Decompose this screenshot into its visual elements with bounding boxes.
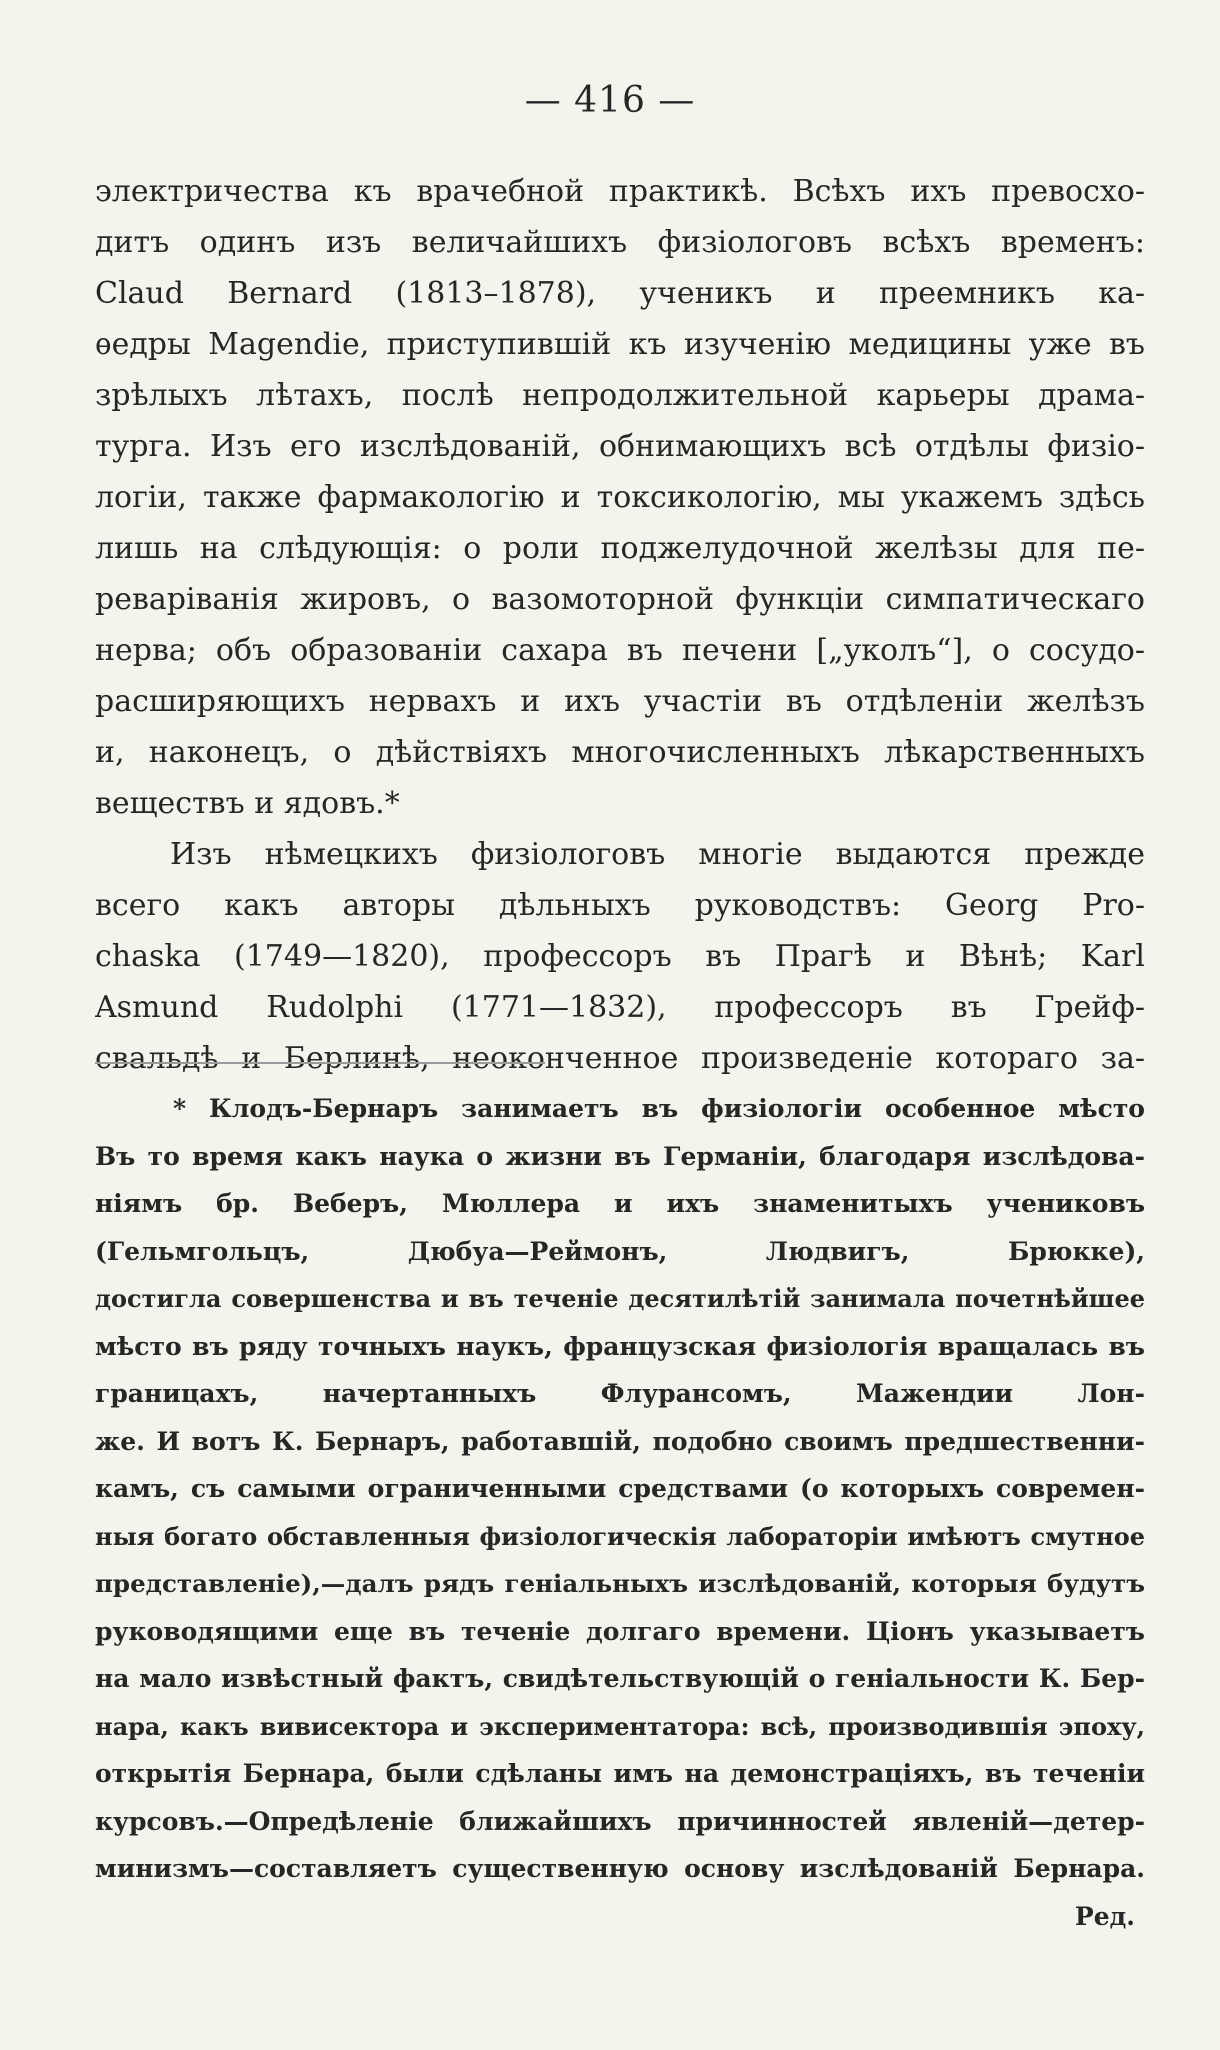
footnote-line: открытiя Бернара, были сдѣланы имъ на демонстрацiяхъ, въ теченiи: [95, 1759, 1145, 1788]
footnote-line: (Гельмгольцъ, Дюбуа—Реймонъ, Людвигъ, Брюкке),: [95, 1236, 1145, 1266]
footnote-line: нiямъ бр. Веберъ, Мюллера и ихъ знаменитыхъ учениковъ: [95, 1189, 1145, 1218]
text-line: Изъ нѣмецкихъ физiологовъ многiе выдаются прежде: [170, 837, 1145, 872]
text-line: зрѣлыхъ лѣтахъ, послѣ непродолжительной карьеры драма-: [95, 378, 1145, 413]
text-line: веществъ и ядовъ.*: [95, 786, 400, 821]
text-line: расширяющихъ нервахъ и ихъ участiи въ отдѣленiи желѣзъ: [95, 684, 1145, 719]
text-line: и, наконецъ, о дѣйствiяхъ многочисленныхъ лѣкарственныхъ: [95, 735, 1145, 770]
page-number: — 416 —: [524, 80, 696, 121]
text-line: дитъ одинъ изъ величайшихъ физiологовъ всѣхъ временъ:: [95, 225, 1145, 260]
text-line: всего какъ авторы дѣльныхъ руководствъ: Georg Pro-: [95, 888, 1145, 923]
footnote-line: руководящими еще въ теченiе долгаго времени. Цiонъ указываетъ: [95, 1616, 1145, 1646]
footnote-line: достигла совершенства и въ теченiе десятилѣтiй занимала почетнѣйшее: [95, 1284, 1145, 1313]
footnote-line: ныя богато обставленныя физiологическiя лабораторiи имѣютъ смутное: [95, 1521, 1145, 1551]
text-line: логiи, также фармакологiю и токсикологiю, мы укажемъ здѣсь: [95, 480, 1145, 515]
footnote-line: * Клодъ-Бернаръ занимаетъ въ физiологiи особенное мѣсто: [173, 1094, 1145, 1123]
footnote-line: нара, какъ вивисектора и экспериментатора: всѣ, производившiя эпоху,: [95, 1711, 1145, 1741]
text-line: электричества къ врачебной практикѣ. Всѣхъ ихъ превосхо-: [95, 174, 1145, 209]
footnote-signature: Ред.: [1074, 1901, 1135, 1931]
text-line: ѳедры Magendie, приступившiй къ изученiю медицины уже въ: [95, 327, 1145, 362]
text-line: лишь на слѣдующiя: о роли поджелудочной желѣзы для пе-: [95, 531, 1145, 566]
footnote-line: на мало извѣстный фактъ, свидѣтельствующiй о генiальности К. Бер-: [95, 1664, 1145, 1693]
text-line: реварiванiя жировъ, о вазомоторной функцiи симпатическаго: [95, 582, 1145, 617]
text-line: турга. Изъ его изслѣдованiй, обнимающихъ всѣ отдѣлы физiо-: [95, 429, 1145, 464]
footnote-line: мѣсто въ ряду точныхъ наукъ, французская физiологiя вращалась въ: [95, 1331, 1145, 1361]
text-line: chaska (1749—1820), профессоръ въ Прагѣ и Вѣнѣ; Karl: [95, 939, 1145, 974]
footnote-line: курсовъ.—Опредѣленiе ближайшихъ причинностей явленiй—детер-: [95, 1806, 1145, 1836]
text-line: свальдѣ и Берлинѣ, неоконченное произведенiе котораго за-: [95, 1041, 1145, 1076]
footnote: [95, 1085, 1145, 1940]
footnote-line: представленiе),—далъ рядъ генiальныхъ изслѣдованiй, которыя будутъ: [95, 1569, 1145, 1598]
footnote-line: камъ, съ самыми ограниченными средствами (о которыхъ современ-: [95, 1474, 1145, 1503]
main-text: [95, 166, 1145, 1084]
text-line: Claud Bernard (1813–1878), ученикъ и преемникъ ка-: [95, 276, 1145, 311]
footnote-line: Въ то время какъ наука о жизни въ Германiи, благодаря изслѣдова-: [95, 1141, 1145, 1171]
text-line: нерва; объ образованiи сахара въ печени [„уколъ“], о сосудо-: [95, 633, 1145, 668]
footnote-line: минизмъ—составляетъ существенную основу изслѣдованiй Бернара.: [95, 1854, 1145, 1883]
footnote-line: же. И вотъ К. Бернаръ, работавшiй, подобно своимъ предшественни-: [95, 1426, 1145, 1456]
text-line: Asmund Rudolphi (1771—1832), профессоръ въ Грейф-: [95, 990, 1145, 1025]
footnote-divider: [95, 1062, 545, 1064]
footnote-line: границахъ, начертанныхъ Флурансомъ, Мажендии Лон-: [95, 1379, 1145, 1408]
